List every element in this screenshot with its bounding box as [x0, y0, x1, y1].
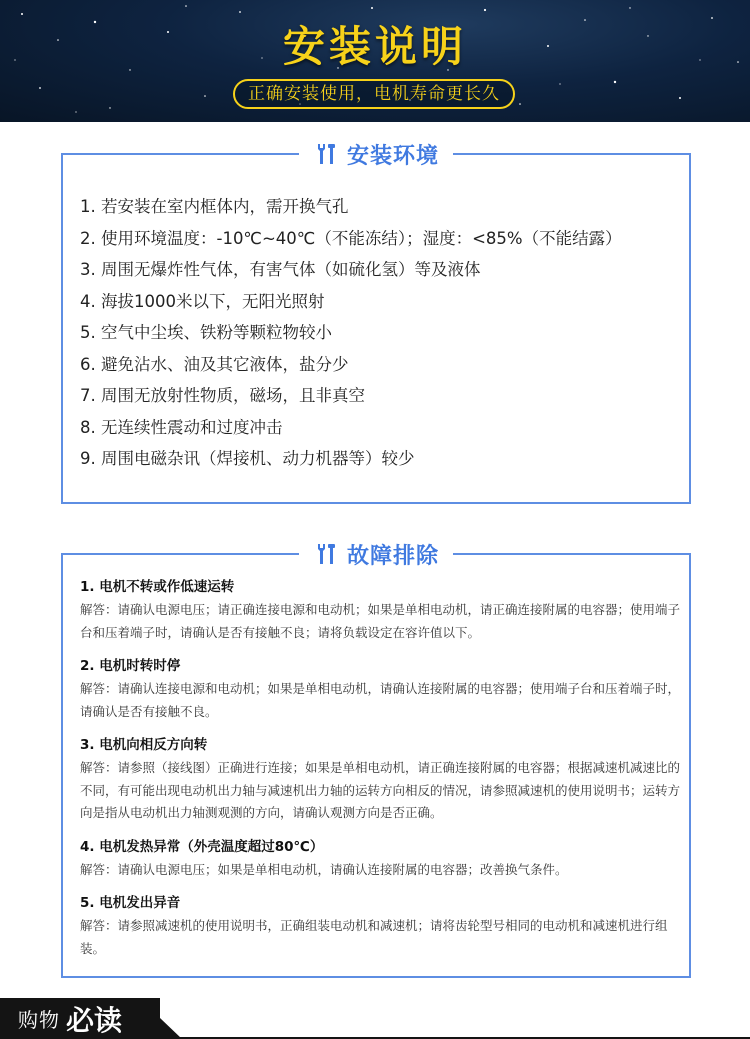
list-item: 2. 使用环境温度：-10℃~40℃（不能冻结）；湿度：<85%（不能结露）: [80, 228, 622, 248]
header-banner: [0, 0, 750, 122]
environment-list: [80, 191, 622, 475]
troubleshooting-list: [80, 575, 680, 970]
section-heading-text: 故障排除: [346, 543, 440, 569]
list-item: [80, 835, 680, 882]
tag-corner-decoration: [160, 1018, 182, 1039]
installation-environment-section: [61, 143, 691, 504]
banner-title: 安装说明: [282, 22, 467, 71]
tools-icon: [313, 141, 339, 167]
list-item: [80, 654, 680, 723]
section-heading: [299, 138, 453, 170]
list-item: 5. 空气中尘埃、铁粉等颗粒物较小: [80, 323, 332, 342]
list-item: [80, 733, 680, 825]
banner-subtitle: 正确安装使用，电机寿命更长久: [233, 79, 515, 109]
must-read-label-bold: 必读: [66, 1003, 123, 1037]
tools-icon: [313, 541, 339, 567]
fault-question: 3. 电机向相反方向转: [80, 737, 208, 753]
list-item: 6. 避免沾水、油及其它液体，盐分少: [80, 354, 349, 374]
fault-answer: 解答：请参照减速机的使用说明书，正确组装电动机和减速机；请将齿轮型号相同的电动机和减速机进行组装。: [80, 918, 668, 956]
fault-answer: 解答：请确认电源电压；如果是单相电动机，请确认连接附属的电容器；改善换气条件。: [80, 861, 568, 877]
list-item: [80, 575, 680, 644]
must-read-label: 购物: [18, 1008, 60, 1032]
fault-answer: 解答：请确认连接电源和电动机；如果是单相电动机，请确认连接附属的电容器；使用端子台和压着端子时，请确认是否有接触不良。: [80, 681, 681, 719]
list-item: 1. 若安装在室内框体内，需开换气孔: [80, 197, 349, 216]
troubleshooting-section: [61, 543, 691, 978]
list-item: [80, 891, 680, 960]
fault-question: 5. 电机发出异音: [80, 895, 181, 911]
list-item: 8. 无连续性震动和过度冲击: [80, 417, 283, 437]
section-heading-text: 安装环境: [346, 143, 440, 169]
fault-question: 1. 电机不转或作低速运转: [80, 579, 235, 595]
fault-question: 4. 电机发热异常（外壳温度超过80℃）: [80, 838, 324, 855]
section-heading: [299, 538, 453, 570]
list-item: 7. 周围无放射性物质，磁场，且非真空: [80, 386, 365, 405]
fault-answer: 解答：请确认电源电压；请正确连接电源和电动机；如果是单相电动机，请正确连接附属的电容器；使用端子台和压着端子时，请确认是否有接触不良；请将负载设定在容许值以下。: [80, 602, 681, 640]
list-item: 9. 周围电磁杂讯（焊接机、动力机器等）较少: [80, 449, 415, 468]
list-item: 3. 周围无爆炸性气体，有害气体（如硫化氢）等及液体: [80, 260, 481, 279]
fault-answer: 解答：请参照（接线图）正确进行连接；如果是单相电动机，请正确连接附属的电容器；根据减速机减速比的不同，有可能出现电动机出力轴与减速机出力轴的运转方向相反的情况，请参照减速机的使用说明书；运转方向是指从电动机出力轴测观测的方向，请确认观测方向是否正确。: [80, 760, 681, 820]
must-read-tag: [0, 998, 160, 1039]
fault-question: 2. 电机时转时停: [80, 658, 181, 674]
list-item: 4. 海拔1000米以下，无阳光照射: [80, 291, 325, 311]
